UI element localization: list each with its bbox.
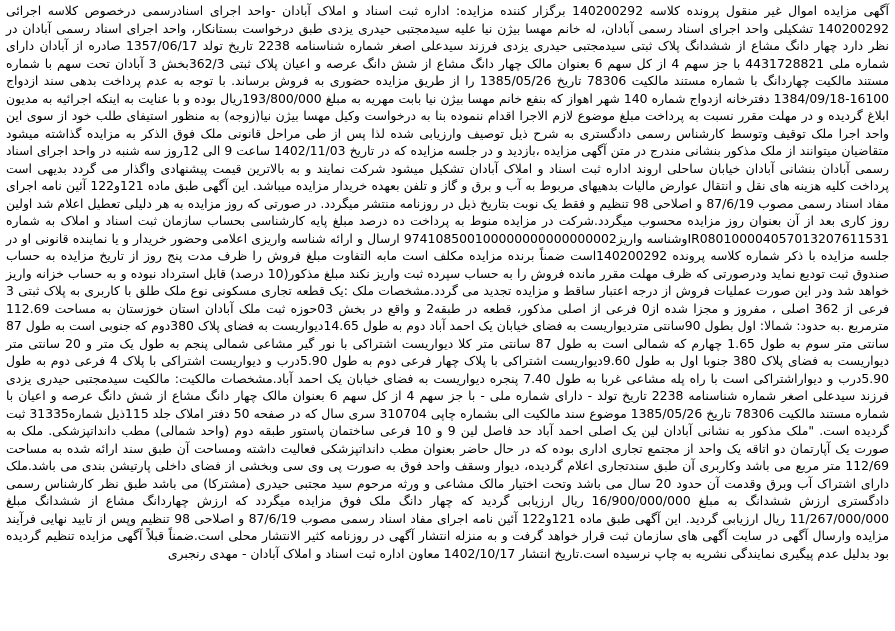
notice-body: آگهی مزایده اموال غیر منقول پرونده کلاسه 140200292 برگزار کننده مزایده: اداره ثبت اسناد و املاک آبادان -واحد اجرای اسنادرسمی درخصوص کلاسه اجرائی 140200292 تشکیلی واحد اجرای اسناد رسمی آبادان، له خانم مهسا بیژن نیا علیه سیدمجتبی حیدری یزدی طبق درخواست بستانکار، واحد اجرای اسناد رسمی آبادان در نظر دارد چهار دانگ مشاع از ششدانگ پلاک ثبتی سیدمجتبی حیدری یزدی فرزند سیدعلی اصغر شماره شناسنامه 2238 تاریخ تولد 1357/06/17 صادره از آبادان دارای شماره ملی 4431728821 با جز سهم 4 از کل سهم 6 بعنوان مالک چهار دانگ مشاع از شش دانگ عرصه و اعیان پلاک ثبتی 362/3بخش 3 آبادان تحت سهم با شماره مستند مالکیت چهاردانگ با شماره مستند مالکیت 78306 تاریخ 1385/05/26 را از طریق مزایده حضوری به فروش برساند. با توجه به عدم پرداخت بدهی سند ازدواج 16100-1384/09/18 دفترخانه ازدواج شماره 140 شهر اهواز که بنفع خانم مهسا بیژن نیا بابت مهریه به مبلغ 193/800/000ریال بوده و با عنایت به اینکه اجرائیه به مدیون ابلاغ گردیده و در مهلت مقرر نسبت به پرداخت مبلغ موضوع لازم الاجرا اقدام ننموده بنا به درخواست وکیل مهسا بیژن نیا(زوجه) به منظور استیفای طلب خود از سوی این واحد اجرا ملک توقیف وتوسط کارشناس رسمی دادگستری به شرح ذیل توصیف وارزیابی شده لذا پس از طی مراحل قانونی ملک فوق الذکر به مزایده گذاشته میشود متقاضیان میتوانند از ملک مذکور بنشانی مندرج در متن آگهی مزایده ،بازدید و در جلسه مزایده که در تاریخ 1402/11/03 ساعت 9 الی 12روز سه شنبه در واحد اجرای اسناد رسمی آبادان بنشانی آبادان خیابان ساحلی اروند اداره ثبت اسناد و املاک آبادان تشکیل میشود شرکت نمایند و به بالاترین قیمت پیشنهادی واگذار می گردد بدیهی است پرداخت کلیه هزینه های نقل و انتقال عوارض مالیات بدهیهای مربوط به آب و برق و گاز و تلفن بعهده خریدار مزایده میباشد. این آگهی طبق ماده 121و122 آئین نامه اجرای مفاد اسناد رسمی مصوب 87/6/19 و اصلاحی 98 تنظیم و فقط یک نوبت بتاریخ ذیل در روزنامه منتشر میگردد. در صورتی که روز مزایده به هر دلیلی تعطیل اعلام شد اولین روز کاری بعد از آن بعنوان روز مزایده محسوب میگردد.شرکت در مزایده منوط به پرداخت ده درصد مبلغ پایه کارشناسی بحساب سازمان ثبت اسناد و املاک به شماره IR080100004057013207611531وشناسه واریز974108500100000000000000002 ارسال و ارائه شناسه واریزی اعلامی وحضور خریدار و یا نماینده قانونی او در جلسه مزایده با ذکر شماره کلاسه پرونده 140200292است ضمناً برنده مزایده مکلف است مابه التفاوت مبلغ فروش را ظرف مدت پنج روز از تاریخ مزایده به حساب صندوق ثبت تودیع نماید ودرصورتی که ظرف مهلت مقرر مانده فروش را به حساب سپرده ثبت واریز نکند مبلغ مذکور(10 درصد) قابل استرداد نبوده و به حساب خزانه واریز خواهد شد ودر این صورت عملیات فروش از درجه اعتبار ساقط و مزایده تجدید می گردد.مشخصات ملک :یک قطعه تجاری مسکونی نوع ملک طلق با کاربری به پلاک ثبتی 3 فرعی از 362 اصلی ، مفروز و مجزا شده از0 فرعی از اصلی مذکور، قطعه در طبقه2 و واقع در بخش 03حوزه ثبت ملک آبادان استان خوزستان به مساحت 112.69 مترمربع .به حدود: شمالا: اول بطول 90سانتی متردیواریست به فضای خیابان یک احمد آباد دوم به طول 14.65دیواریست به فضای پلاک 380دوم که جنوبی است به طول 87 سانتی متر سوم به طول 1.65 چهارم که شمالی است به طول 87 سانتی متر کلا دیواریست اشتراکی با نور گیر مشاعی شمالی پنجم به طول یک متر و 20 سانتی متر دیواریست به فضای پلاک 380 جنوبا اول به طول 9.60دیواریست اشتراکی با پلاک چهار فرعی دوم به طول 5.90درب و دیواریست اشتراکی با پلاک 4 فرعی دوم به طول 5.90درب و دیواراشتراکی است با راه پله مشاعی غربا به طول 7.40 پنجره دیواریست به فضای خیابان یک احمد آباد.مشخصات مالکیت: مالکیت سیدمجتبی حیدری یزدی فرزند سیدعلی اصغر شماره شناسنامه 2238 تاریخ تولد - دارای شماره ملی - با جز سهم 4 از کل سهم 6 بعنوان مالک چهار دانگ مشاع از شش دانگ عرصه و اعیان با شماره مستند مالکیت 78306 تاریخ 1385/05/26 موضوع سند مالکیت الی بشماره چاپی 310704 سری سال که در صفحه 50 دفتر املاک جلد 115ذیل شماره31335 ثبت گردیده است. "ملک مذکور به نشانی آبادان لین یک اصلی احمد آباد حد فاصل لین 9 و 10 فرعی ساختمان پاستور طبقه دوم (واحد شمالی) مطب دانداتپزشکی. ملک به صورت یک آپارتمان دو اتاقه یک واحد از مجتمع تجاری اداری بوده که در حال حاضر بعنوان مطب دانداتپزشکی فعالیت داشته ومساحت آن طبق سند ارائه شده به مساحت 112/69 متر مربع می باشد وکاربری آن طبق سندتجاری اعلام گردیده، دیوار وسقف واحد فوق به صورت پی وی سی وبخشی از فضای داخلی پارتیشن بندی می باشد.ملک دارای اشتراک آب وبرق وقدمت آن حدود 20 سال می باشد وتحت اختیار مالک مشاعی و ورثه مرحوم سید مجتبی حیدری (مشترکا) می باشد طبق نظر کارشناس رسمی دادگستری ارزش ششدانگ به مبلغ 16/900/000/000 ریال ارزیابی گردید که چهار دانگ ملک فوق مزایده میگردد که ارزش چهاردانگ مشاع از ششدانگ مبلغ 11/267/000/000 ریال ارزیابی گردید. این آگهی طبق ماده 121و122 آئین نامه اجرای مفاد اسناد رسمی مصوب 87/6/19 و اصلاحی 98 تنظیم وپس از تایید نهایی فرآیند مزایده وارسال آگهی در سایت آگهی های سازمان ثبت قرار خواهد گرفت و به منزله انتشار آگهی در روزنامه کثیر الانتشار محلی است.ضمناً قبلاً آگهی مزایده تنظیم گردیده بود بدلیل عدم پیگیری نمایندگی نشریه به چاپ نرسیده است.تاریخ انتشار 1402/10/17 معاون اداره ثبت اسناد و املاک آبادان - مهدی رنجبری: [6, 3, 890, 561]
